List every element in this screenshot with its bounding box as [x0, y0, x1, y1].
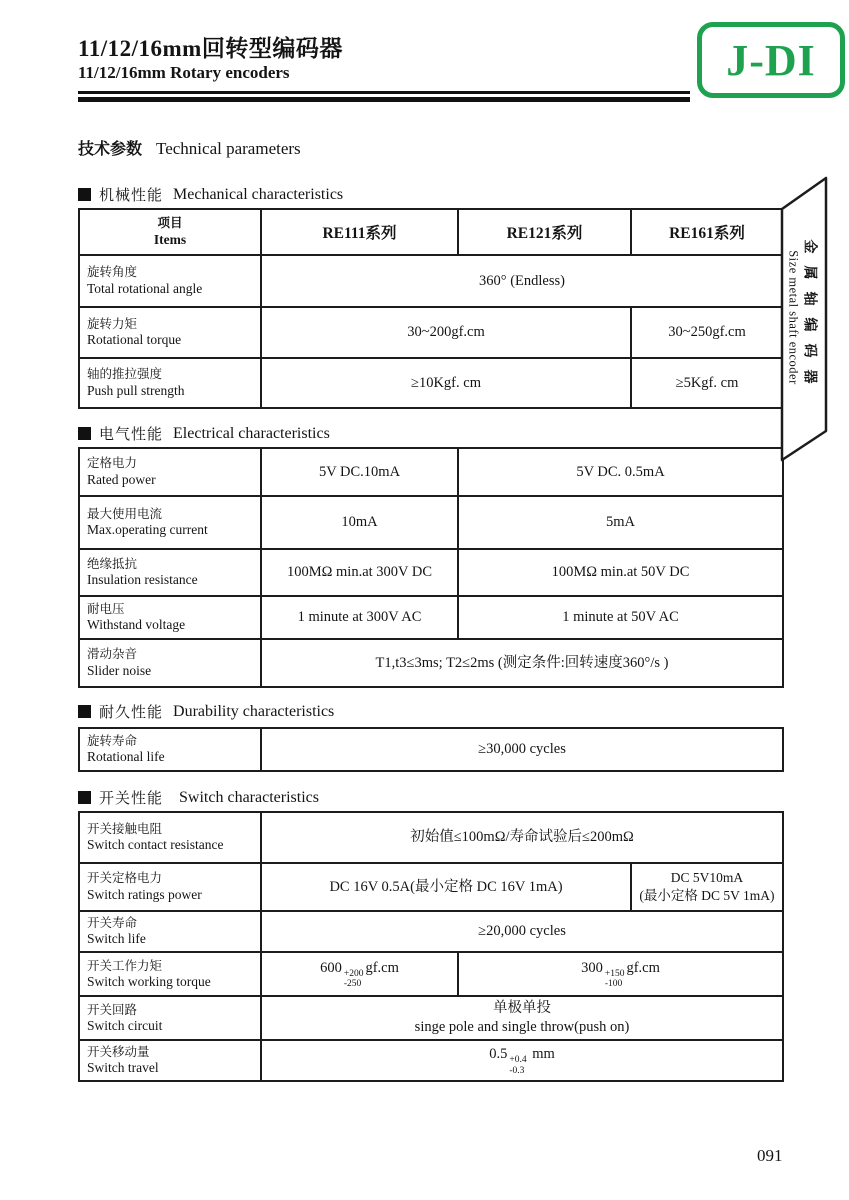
table-row: [79, 549, 783, 596]
row-value: 单极单投 singe pole and single throw(push on): [261, 996, 783, 1040]
row-value: 100MΩ min.at 300V DC: [261, 549, 458, 596]
brand-logo-text: J-DI: [726, 35, 816, 85]
row-value: ≥10Kgf. cm: [261, 358, 631, 408]
table-row: [79, 812, 783, 863]
header-rule-thin: [78, 91, 690, 94]
row-value: 100MΩ min.at 50V DC: [458, 549, 783, 596]
row-value: T1,t3≤3ms; T2≤2ms (测定条件:回转速度360°/s ): [261, 639, 783, 687]
header-rule-thick: [78, 97, 690, 102]
table-row: [79, 358, 783, 408]
row-label: 开关接触电阻 Switch contact resistance: [79, 812, 261, 863]
mechanical-heading: [78, 184, 343, 205]
row-value: ≥20,000 cycles: [261, 911, 783, 952]
heading-en: Mechanical characteristics: [173, 185, 344, 203]
row-value: 300 +150 -100 gf.cm: [458, 952, 783, 996]
table-row: [79, 863, 783, 911]
row-value: 0.5 +0.4 -0.3 mm: [261, 1040, 783, 1081]
switch-heading: [78, 787, 319, 808]
row-value: 1 minute at 50V AC: [458, 596, 783, 639]
row-value: 30~200gf.cm: [261, 307, 631, 358]
heading-cn: 电气性能: [99, 427, 164, 443]
side-tab-shape: [780, 174, 830, 466]
row-label: 旋转角度 Total rotational angle: [79, 255, 261, 307]
row-value: 1 minute at 300V AC: [261, 596, 458, 639]
table-row: [79, 448, 783, 496]
row-label: 滑动杂音 Slider noise: [79, 639, 261, 687]
table-row: [79, 996, 783, 1040]
row-value: 5mA: [458, 496, 783, 549]
page-subtitle: 11/12/16mm Rotary encoders: [78, 63, 290, 82]
table-row: [79, 952, 783, 996]
row-label: 耐电压 Withstand voltage: [79, 596, 261, 639]
row-value: DC 16V 0.5A(最小定格 DC 16V 1mA): [261, 863, 631, 911]
heading-cn: 开关性能: [99, 791, 164, 807]
section-marker-icon: [78, 188, 91, 201]
heading-cn: 机械性能: [99, 188, 164, 204]
table-row: [79, 639, 783, 687]
items-header-cell: 项目 Items: [79, 209, 261, 255]
row-label: 定格电力 Rated power: [79, 448, 261, 496]
electrical-table: [78, 447, 784, 688]
row-value: 5V DC.10mA: [261, 448, 458, 496]
row-label: 开关工作力矩 Switch working torque: [79, 952, 261, 996]
section-marker-icon: [78, 791, 91, 804]
table-header-row: [79, 209, 783, 255]
heading-cn: 耐久性能: [99, 705, 164, 721]
table-row: [79, 596, 783, 639]
row-value: 360° (Endless): [261, 255, 783, 307]
table-row: [79, 255, 783, 307]
heading-en: Electrical characteristics: [173, 424, 330, 442]
table-row: [79, 1040, 783, 1081]
side-tab-label-cn: 金属轴编码器: [801, 239, 817, 395]
row-value: 600 +200 -250 gf.cm: [261, 952, 458, 996]
table-row: [79, 307, 783, 358]
row-label: 轴的推拉强度 Push pull strength: [79, 358, 261, 408]
row-value: ≥5Kgf. cm: [631, 358, 783, 408]
durability-table: [78, 727, 784, 772]
heading-en: Switch characteristics: [179, 788, 319, 806]
switch-table: [78, 811, 784, 1082]
row-label: 开关寿命 Switch life: [79, 911, 261, 952]
table-row: [79, 911, 783, 952]
page-title: 11/12/16mm回转型编码器: [78, 36, 343, 61]
side-tab-label-en: Size metal shaft encoder: [786, 249, 801, 385]
heading-cn: 技术参数: [78, 141, 143, 158]
table-row: [79, 496, 783, 549]
row-label: 开关定格电力 Switch ratings power: [79, 863, 261, 911]
row-value: DC 5V10mA (最小定格 DC 5V 1mA): [631, 863, 783, 911]
heading-en: Durability characteristics: [173, 702, 335, 720]
section-marker-icon: [78, 705, 91, 718]
mechanical-table: [78, 208, 784, 409]
series-re111-header: RE111系列: [261, 209, 458, 255]
row-label: 开关回路 Switch circuit: [79, 996, 261, 1040]
row-value: ≥30,000 cycles: [261, 728, 783, 771]
electrical-heading: [78, 423, 330, 444]
series-re161-header: RE161系列: [631, 209, 783, 255]
brand-logo: [697, 22, 845, 98]
technical-parameters-heading: [78, 136, 301, 159]
row-value: 初始值≤100mΩ/寿命试验后≤200mΩ: [261, 812, 783, 863]
row-value: 10mA: [261, 496, 458, 549]
row-label: 开关移动量 Switch travel: [79, 1040, 261, 1081]
table-row: [79, 728, 783, 771]
durability-heading: [78, 701, 334, 722]
page-number: 091: [757, 1146, 783, 1165]
row-value: 30~250gf.cm: [631, 307, 783, 358]
series-re121-header: RE121系列: [458, 209, 631, 255]
section-marker-icon: [78, 427, 91, 440]
row-label: 最大使用电流 Max.operating current: [79, 496, 261, 549]
heading-en: Technical parameters: [156, 139, 301, 158]
row-label: 旋转寿命 Rotational life: [79, 728, 261, 771]
row-label: 旋转力矩 Rotational torque: [79, 307, 261, 358]
row-label: 绝缘抵抗 Insulation resistance: [79, 549, 261, 596]
row-value: 5V DC. 0.5mA: [458, 448, 783, 496]
